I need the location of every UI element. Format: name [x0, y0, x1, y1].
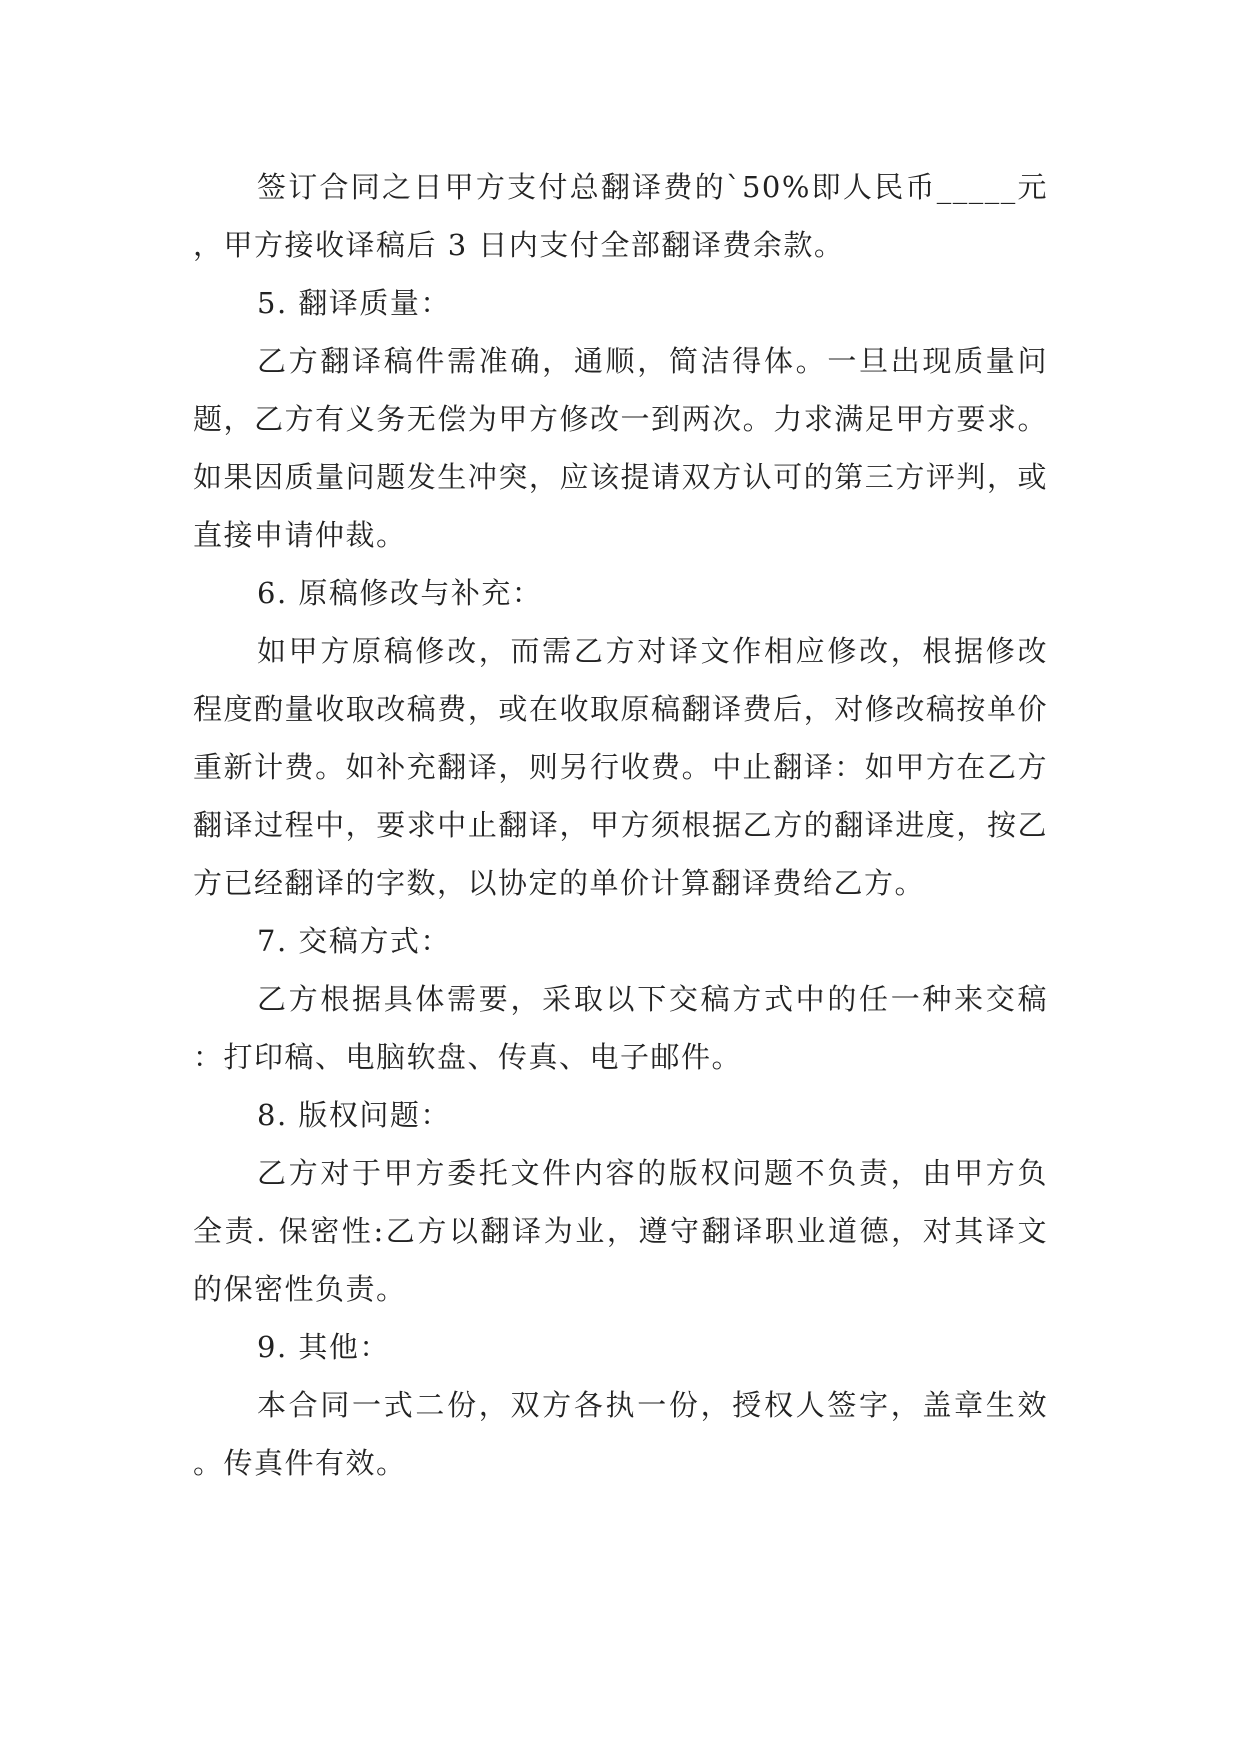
heading-delivery-method: 7. 交稿方式：: [257, 924, 451, 958]
paragraph-copyright: 乙方对于甲方委托文件内容的版权问题不负责，由甲方负全责. 保密性:乙方以翻译为业，遵守翻译职业道德，对其译文的保密性负责。: [193, 1156, 1048, 1306]
heading-other: 9. 其他：: [257, 1330, 390, 1364]
paragraph-manuscript-revision: 如甲方原稿修改，而需乙方对译文作相应修改，根据修改程度酌量收取改稿费，或在收取原稿翻译费后，对修改稿按单价重新计费。如补充翻译，则另行收费。中止翻译：如甲方在乙方翻译过程中，要求中止翻译，甲方须根据乙方的翻译进度，按乙方已经翻译的字数，以协定的单价计算翻译费给乙方。: [193, 634, 1048, 900]
heading-copyright: 8. 版权问题：: [257, 1098, 451, 1132]
paragraph-translation-quality: 乙方翻译稿件需准确，通顺，简洁得体。一旦出现质量问题，乙方有义务无偿为甲方修改一到两次。力求满足甲方要求。如果因质量问题发生冲突，应该提请双方认可的第三方评判，或直接申请仲裁。: [193, 344, 1048, 552]
heading-translation-quality: 5. 翻译质量：: [257, 286, 451, 320]
document-body: [193, 158, 1048, 1492]
paragraph-delivery-method: 乙方根据具体需要，采取以下交稿方式中的任一种来交稿：打印稿、电脑软盘、传真、电子邮件。: [193, 982, 1048, 1074]
heading-manuscript-revision: 6. 原稿修改与补充：: [257, 576, 543, 610]
paragraph-payment: 签订合同之日甲方支付总翻译费的`50%即人民币_____元，甲方接收译稿后 3 日内支付全部翻译费余款。: [193, 170, 1048, 262]
paragraph-other: 本合同一式二份，双方各执一份，授权人签字，盖章生效。传真件有效。: [193, 1388, 1048, 1480]
